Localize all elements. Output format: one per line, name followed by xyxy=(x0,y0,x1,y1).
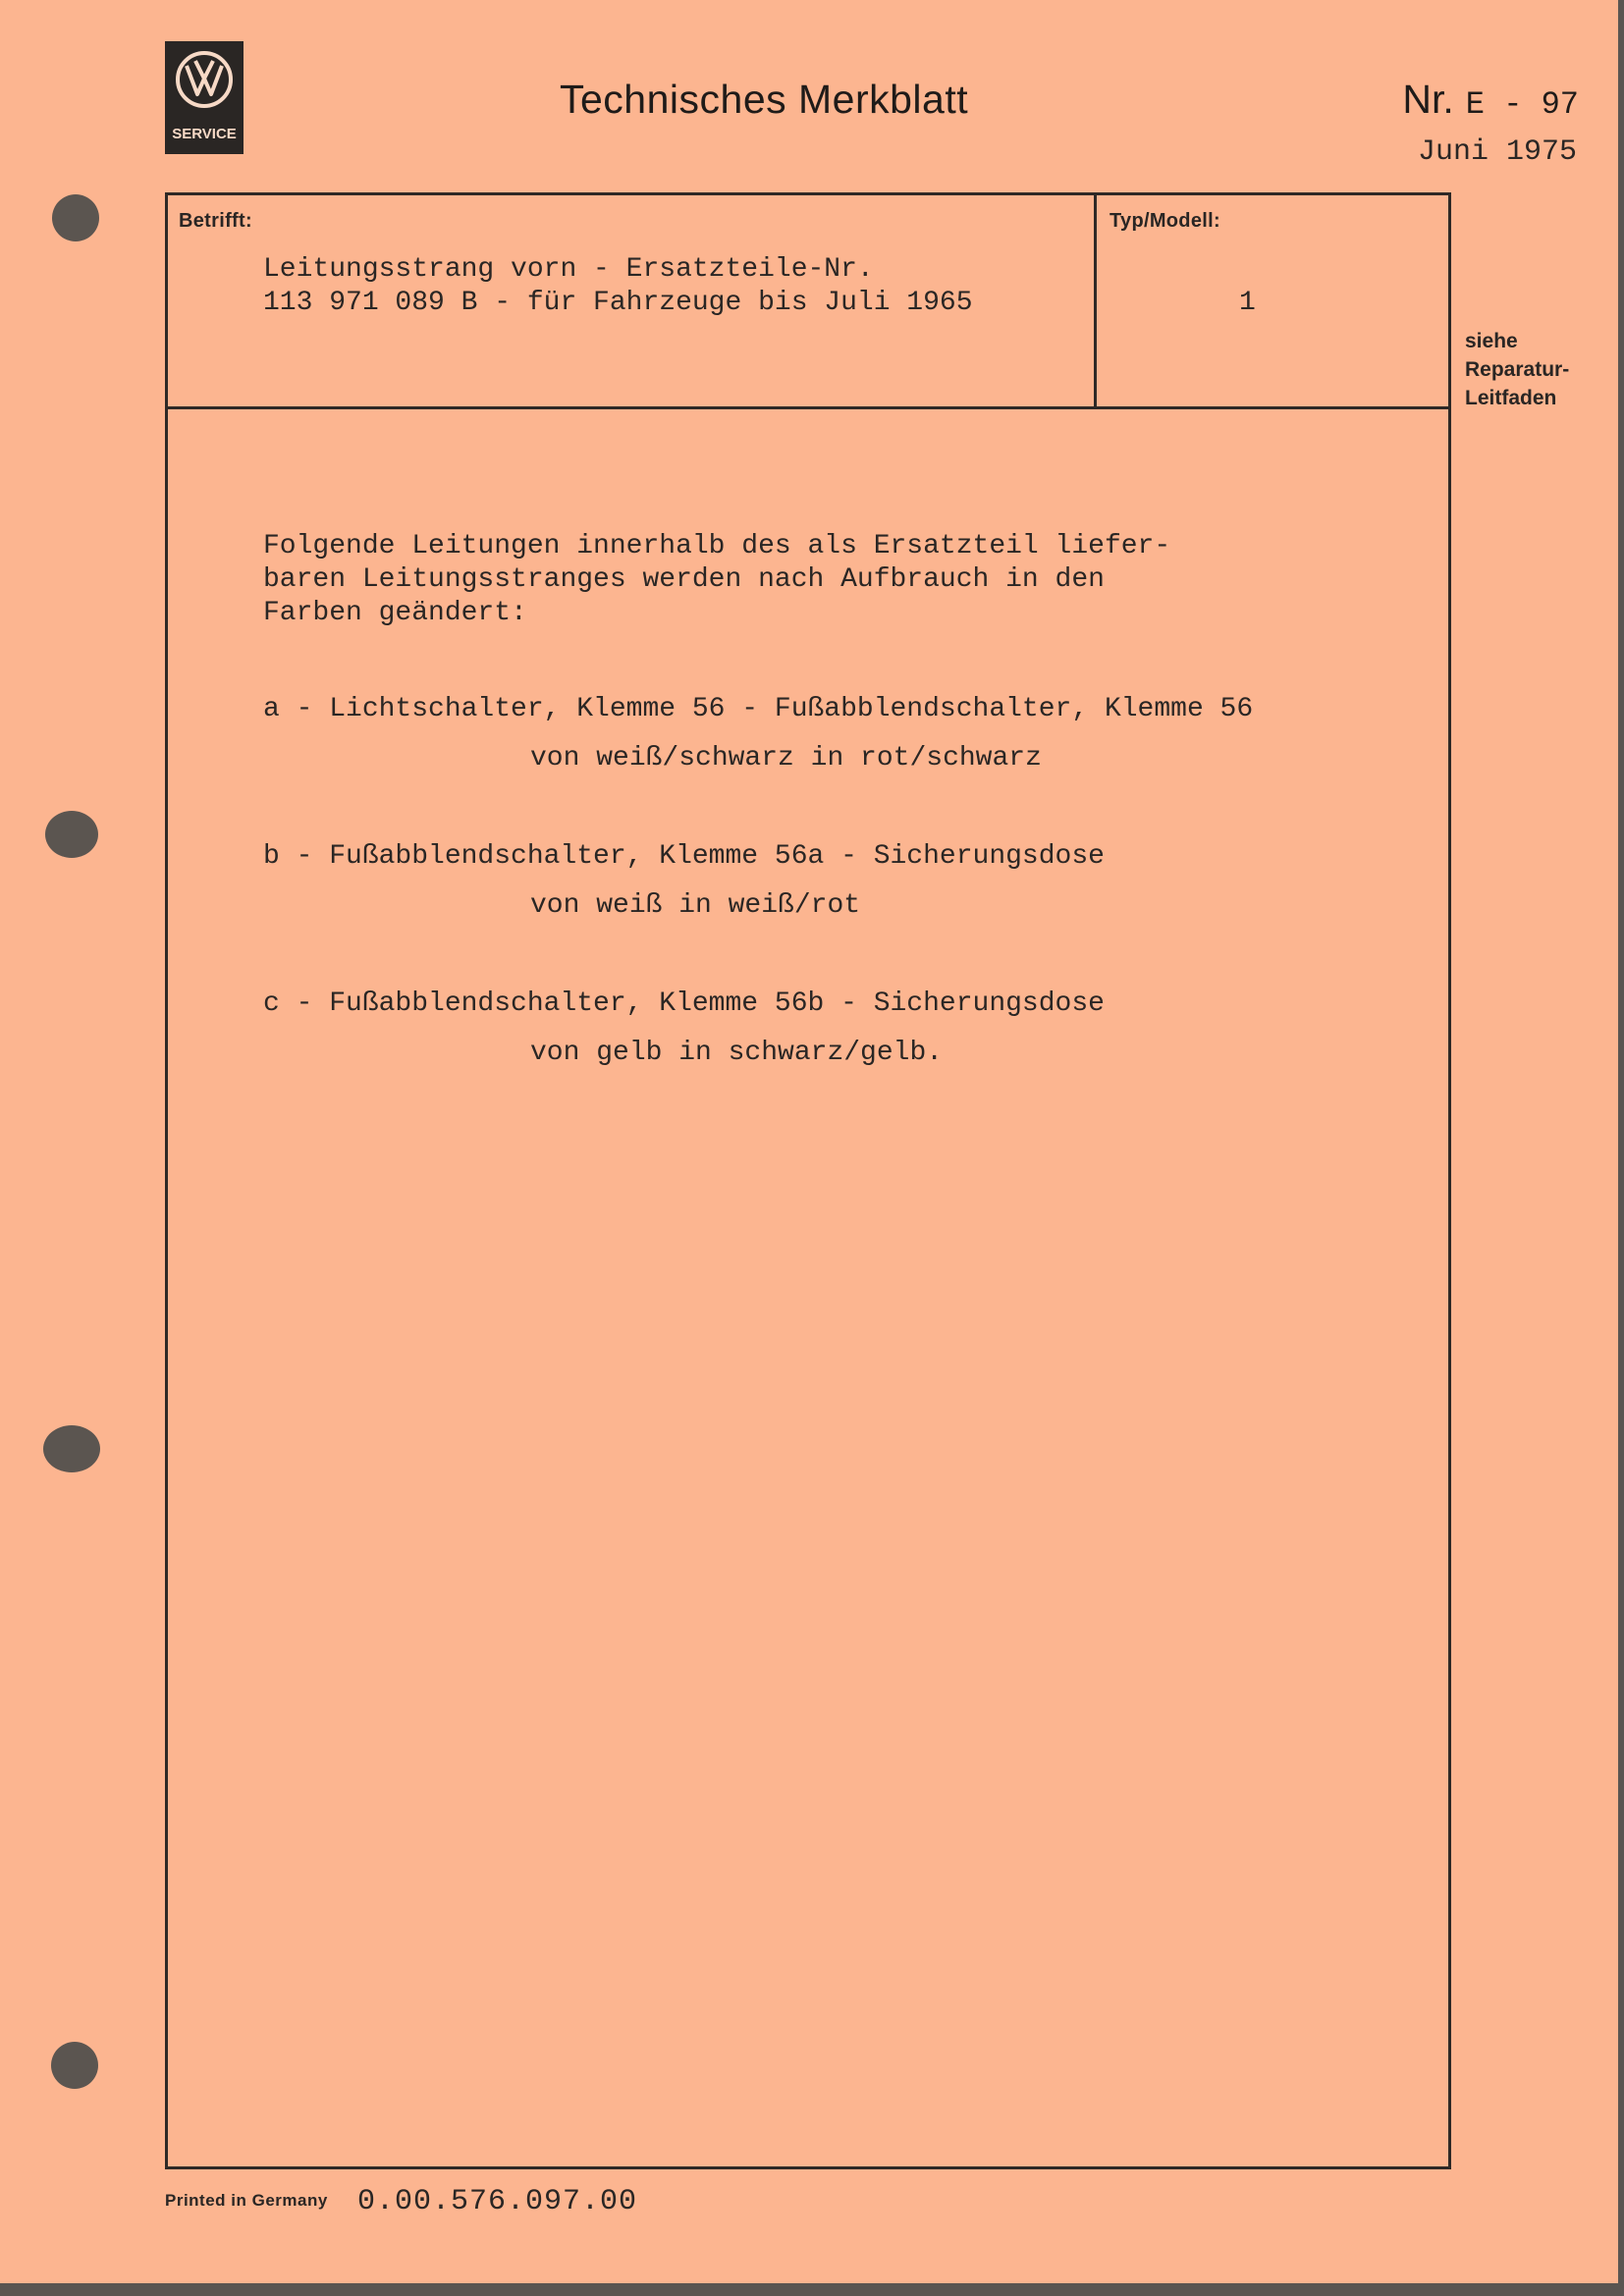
side-note-line-3: Leitfaden xyxy=(1465,387,1557,409)
side-note-line-2: Reparatur- xyxy=(1465,358,1570,381)
punch-hole-4 xyxy=(51,2042,98,2089)
vw-logo-icon xyxy=(174,49,235,110)
column-divider xyxy=(1094,192,1097,408)
printed-in-germany: Printed in Germany xyxy=(165,2191,328,2210)
subject-label: Betrifft: xyxy=(179,210,252,232)
model-value: 1 xyxy=(1239,288,1256,318)
logo-service-text: SERVICE xyxy=(172,126,237,142)
subject-line-2: 113 971 089 B - für Fahrzeuge bis Juli 1965 xyxy=(263,288,973,318)
model-label: Typ/Modell: xyxy=(1110,210,1220,232)
header-divider xyxy=(165,406,1451,409)
intro-line-2: baren Leitungsstranges werden nach Aufbrauch in den xyxy=(263,564,1105,595)
item-c-change: von gelb in schwarz/gelb. xyxy=(530,1038,944,1068)
document-number xyxy=(1402,77,1579,123)
number-value: E - 97 xyxy=(1465,86,1579,123)
number-label: Nr. xyxy=(1402,77,1454,122)
document-date: Juni 1975 xyxy=(1417,135,1577,169)
punch-hole-3 xyxy=(43,1425,100,1472)
item-a-line: a - Lichtschalter, Klemme 56 - Fußabblendschalter, Klemme 56 xyxy=(263,694,1254,724)
page-title: Technisches Merkblatt xyxy=(560,77,969,122)
intro-line-1: Folgende Leitungen innerhalb des als Ersatzteil liefer- xyxy=(263,531,1171,561)
item-a-change: von weiß/schwarz in rot/schwarz xyxy=(530,743,1042,774)
punch-hole-1 xyxy=(52,194,99,241)
footer-code: 0.00.576.097.00 xyxy=(357,2185,638,2218)
content-frame xyxy=(165,192,1451,2169)
intro-line-3: Farben geändert: xyxy=(263,598,527,628)
item-b-change: von weiß in weiß/rot xyxy=(530,890,861,921)
vw-service-logo xyxy=(165,41,244,154)
item-b-line: b - Fußabblendschalter, Klemme 56a - Sicherungsdose xyxy=(263,841,1105,872)
side-note-line-1: siehe xyxy=(1465,330,1518,352)
punch-hole-2 xyxy=(45,811,98,858)
item-c-line: c - Fußabblendschalter, Klemme 56b - Sicherungsdose xyxy=(263,988,1105,1019)
side-note xyxy=(1465,327,1569,412)
subject-line-1: Leitungsstrang vorn - Ersatzteile-Nr. xyxy=(263,254,874,285)
